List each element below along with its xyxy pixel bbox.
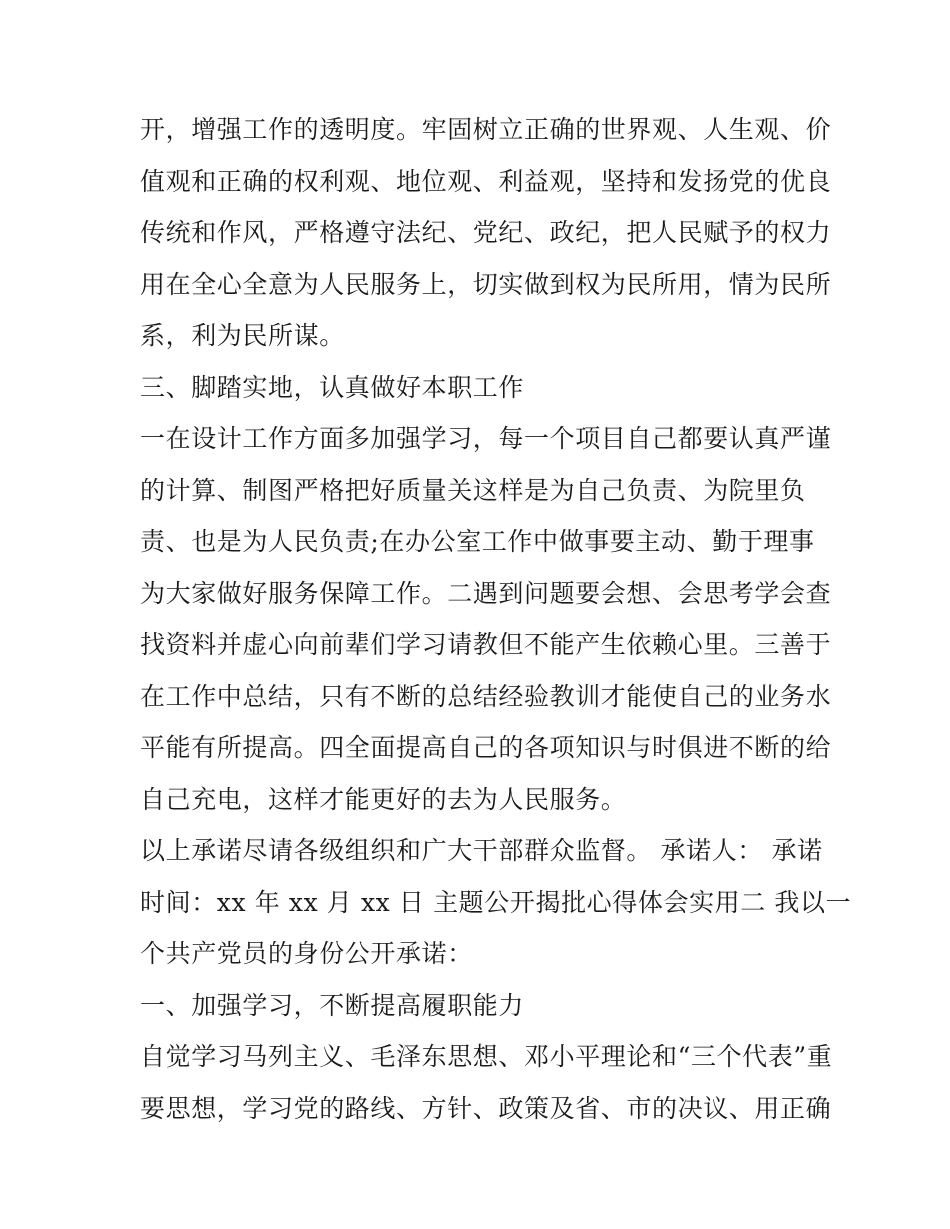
text-line: 时间：xx 年 xx 月 xx 日 主题公开揭批心得体会实用二 我以一 bbox=[140, 887, 852, 917]
text-line: 一在设计工作方面多加强学习，每一个项目自己都要认真严谨 bbox=[140, 424, 832, 453]
text-line: 责、也是为人民负责;在办公室工作中做事要主动、勤于理事 bbox=[140, 527, 815, 556]
section-heading: 一、加强学习，不断提高履职能力 bbox=[140, 990, 525, 1020]
text-line: 平能有所提高。四全面提高自己的各项知识与时俱进不断的给 bbox=[140, 733, 832, 762]
text-line: 的计算、制图严格把好质量关这样是为自己负责、为院里负 bbox=[140, 475, 806, 505]
text-line: 找资料并虚心向前辈们学习请教但不能产生依赖心里。三善于 bbox=[140, 630, 832, 659]
text-line: 传统和作风，严格遵守法纪、党纪、政纪，把人民赋予的权力 bbox=[140, 218, 832, 247]
text-line: 以上承诺尽请各级组织和广大干部群众监督。 承诺人： 承诺 bbox=[140, 836, 823, 865]
text-line: 在工作中总结，只有不断的总结经验教训才能使自己的业务水 bbox=[140, 681, 832, 711]
text-line: 个共产党员的身份公开承诺： bbox=[140, 939, 473, 968]
text-line: 值观和正确的权利观、地位观、利益观，坚持和发扬党的优良 bbox=[140, 166, 832, 196]
text-line: 开，增强工作的透明度。牢固树立正确的世界观、人生观、价 bbox=[140, 115, 832, 144]
document-body bbox=[140, 104, 852, 1134]
text-line: 系，利为民所谋。 bbox=[140, 321, 345, 350]
section-heading: 三、脚踏实地，认真做好本职工作 bbox=[140, 372, 525, 402]
text-line: 自觉学习马列主义、毛泽东思想、邓小平理论和“三个代表”重 bbox=[140, 1042, 833, 1071]
text-line: 为大家做好服务保障工作。二遇到问题要会想、会思考学会查 bbox=[140, 578, 832, 608]
text-line: 用在全心全意为人民服务上，切实做到权为民所用，情为民所 bbox=[140, 269, 832, 299]
text-line: 自己充电，这样才能更好的去为人民服务。 bbox=[140, 784, 627, 814]
text-line: 要思想，学习党的路线、方针、政策及省、市的决议、用正确 bbox=[140, 1093, 832, 1123]
